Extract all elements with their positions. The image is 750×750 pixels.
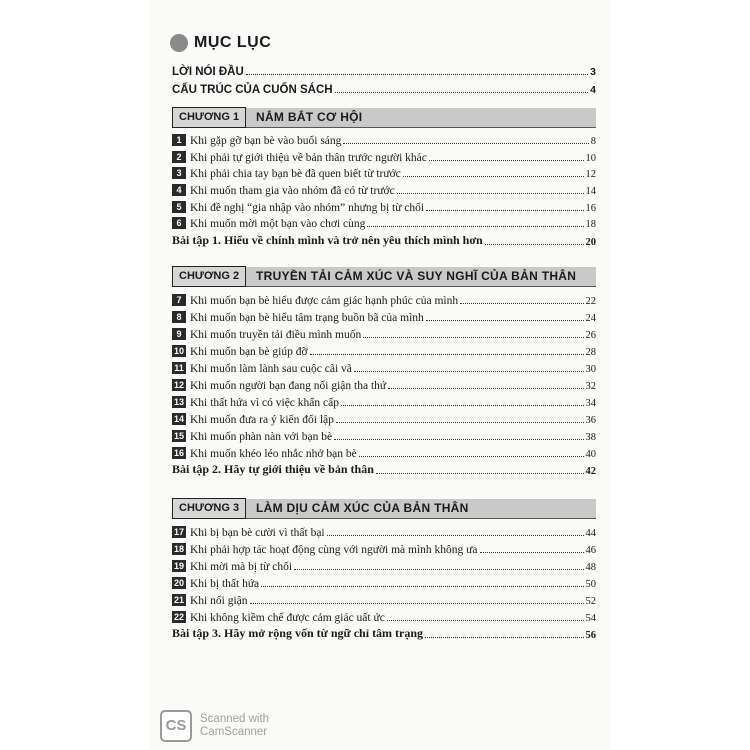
toc-entry[interactable]: 9 Khi muốn truyền tải điều mình muốn 26 (172, 325, 596, 341)
toc-entry[interactable]: 5 Khi đề nghị “gia nhập vào nhóm” nhưng bị từ chối 16 (172, 198, 596, 214)
item-number-badge: 20 (173, 578, 184, 588)
toc-entry[interactable]: 10 Khi muốn bạn bè giúp đỡ 28 (173, 346, 596, 358)
chapter-3-title: LÀM DỊU CẢM XÚC CỦA BẢN THÂN (256, 501, 469, 515)
toc-entry[interactable]: 15 Khi muốn phàn nàn với bạn bè 38 (173, 431, 596, 443)
heading-bullet-icon (170, 34, 188, 52)
item-number-badge: 10 (173, 346, 184, 356)
toc-entry[interactable]: 22 Khi không kiềm chế được cảm giác uất ức 54 (173, 612, 596, 624)
watermark-line-1: Scanned with (200, 713, 270, 725)
toc-entry[interactable]: 14 Khi muốn đưa ra ý kiến đối lập 36 (173, 414, 596, 426)
item-number-badge: 1 (172, 134, 186, 146)
item-number-badge: 11 (172, 362, 186, 374)
item-number-badge: 2 (172, 151, 186, 163)
watermark-line-2: CamScanner (200, 726, 268, 738)
item-number-badge: 18 (173, 544, 184, 554)
toc-exercise-2[interactable]: Bài tập 2. Hãy tự giới thiệu về bản thân 42 (172, 462, 596, 477)
toc-entry[interactable]: 6 Khi muốn mời một bạn vào chơi cùng 18 (172, 214, 596, 230)
toc-entry[interactable]: 18 Khi phải hợp tác hoạt động cùng với người mà mình không ưa 46 (173, 544, 596, 556)
toc-exercise-3[interactable]: Bài tập 3. Hãy mở rộng vốn từ ngữ chỉ tâm trạng 56 (172, 626, 596, 641)
toc-heading (170, 34, 271, 52)
toc-entry[interactable]: 12 Khi muốn người bạn đang nổi giận tha thứ 32 (173, 380, 596, 392)
item-number-badge: 14 (173, 414, 184, 424)
camscanner-watermark (160, 710, 269, 742)
toc-entry[interactable]: 20 Khi bị thất hứa 50 (173, 578, 596, 590)
chapter-2-tag: CHƯƠNG 2 (172, 266, 246, 287)
item-number-badge: 3 (172, 167, 186, 179)
item-number-badge: 15 (173, 431, 184, 441)
toc-entry[interactable]: 21 Khi nổi giận 52 (173, 595, 596, 607)
toc-entry[interactable]: 2 Khi phải tự giới thiệu về bản thân trước người khác 10 (172, 148, 596, 164)
item-number-badge: 19 (173, 561, 184, 571)
item-number-badge: 8 (172, 311, 186, 323)
toc-entry[interactable]: 16 Khi muốn khéo léo nhắc nhở bạn bè 40 (173, 448, 596, 460)
chapter-1-title: NẮM BẮT CƠ HỘI (256, 110, 363, 124)
chapter-3-header (172, 499, 596, 518)
item-number-badge: 13 (173, 397, 184, 407)
item-number-badge: 12 (173, 380, 184, 390)
item-number-badge: 16 (173, 448, 184, 458)
item-number-badge: 21 (173, 595, 184, 605)
toc-entry[interactable]: 1 Khi gặp gỡ bạn bè vào buổi sáng 8 (172, 131, 596, 147)
item-number-badge: 5 (172, 201, 186, 213)
camscanner-logo-icon: CS (160, 710, 192, 742)
chapter-1-tag: CHƯƠNG 1 (172, 107, 246, 128)
toc-entry[interactable]: 13 Khi thất hứa vì có việc khẩn cấp 34 (173, 397, 596, 409)
item-number-badge: 9 (172, 328, 186, 340)
item-number-badge: 6 (172, 217, 186, 229)
item-number-badge: 22 (173, 612, 184, 622)
toc-entry-preface[interactable]: LỜI NÓI ĐẦU 3 (172, 66, 596, 78)
item-number-badge: 7 (172, 294, 186, 306)
toc-exercise-1[interactable]: Bài tập 1. Hiểu về chính mình và trở nên yêu thích mình hơn 20 (172, 233, 596, 248)
toc-entry-structure[interactable]: CẤU TRÚC CỦA CUỐN SÁCH 4 (172, 84, 596, 96)
toc-entry[interactable]: 4 Khi muốn tham gia vào nhóm đã có từ trước 14 (172, 181, 596, 197)
chapter-2-header (172, 267, 596, 286)
toc-entry[interactable]: 8 Khi muốn bạn bè hiểu tâm trạng buồn bã của mình 24 (172, 308, 596, 324)
toc-entry[interactable]: 7 Khi muốn bạn bè hiểu được cảm giác hạnh phúc của mình 22 (172, 291, 596, 307)
toc-entry[interactable]: 17 Khi bị bạn bè cười vì thất bại 44 (173, 527, 596, 539)
chapter-1-header (172, 108, 596, 127)
toc-entry[interactable]: 19 Khi mời mà bị từ chối 48 (173, 561, 596, 573)
chapter-3-tag: CHƯƠNG 3 (172, 498, 246, 519)
toc-title: MỤC LỤC (194, 34, 272, 51)
item-number-badge: 17 (173, 527, 184, 537)
item-number-badge: 4 (172, 184, 186, 196)
toc-entry[interactable]: 11 Khi muốn làm lành sau cuộc cãi vã 30 (172, 359, 596, 375)
chapter-2-title: TRUYỀN TẢI CẢM XÚC VÀ SUY NGHĨ CỦA BẢN THÂN (256, 269, 577, 283)
toc-entry[interactable]: 3 Khi phải chia tay bạn bè đã quen biết từ trước 12 (172, 164, 596, 180)
